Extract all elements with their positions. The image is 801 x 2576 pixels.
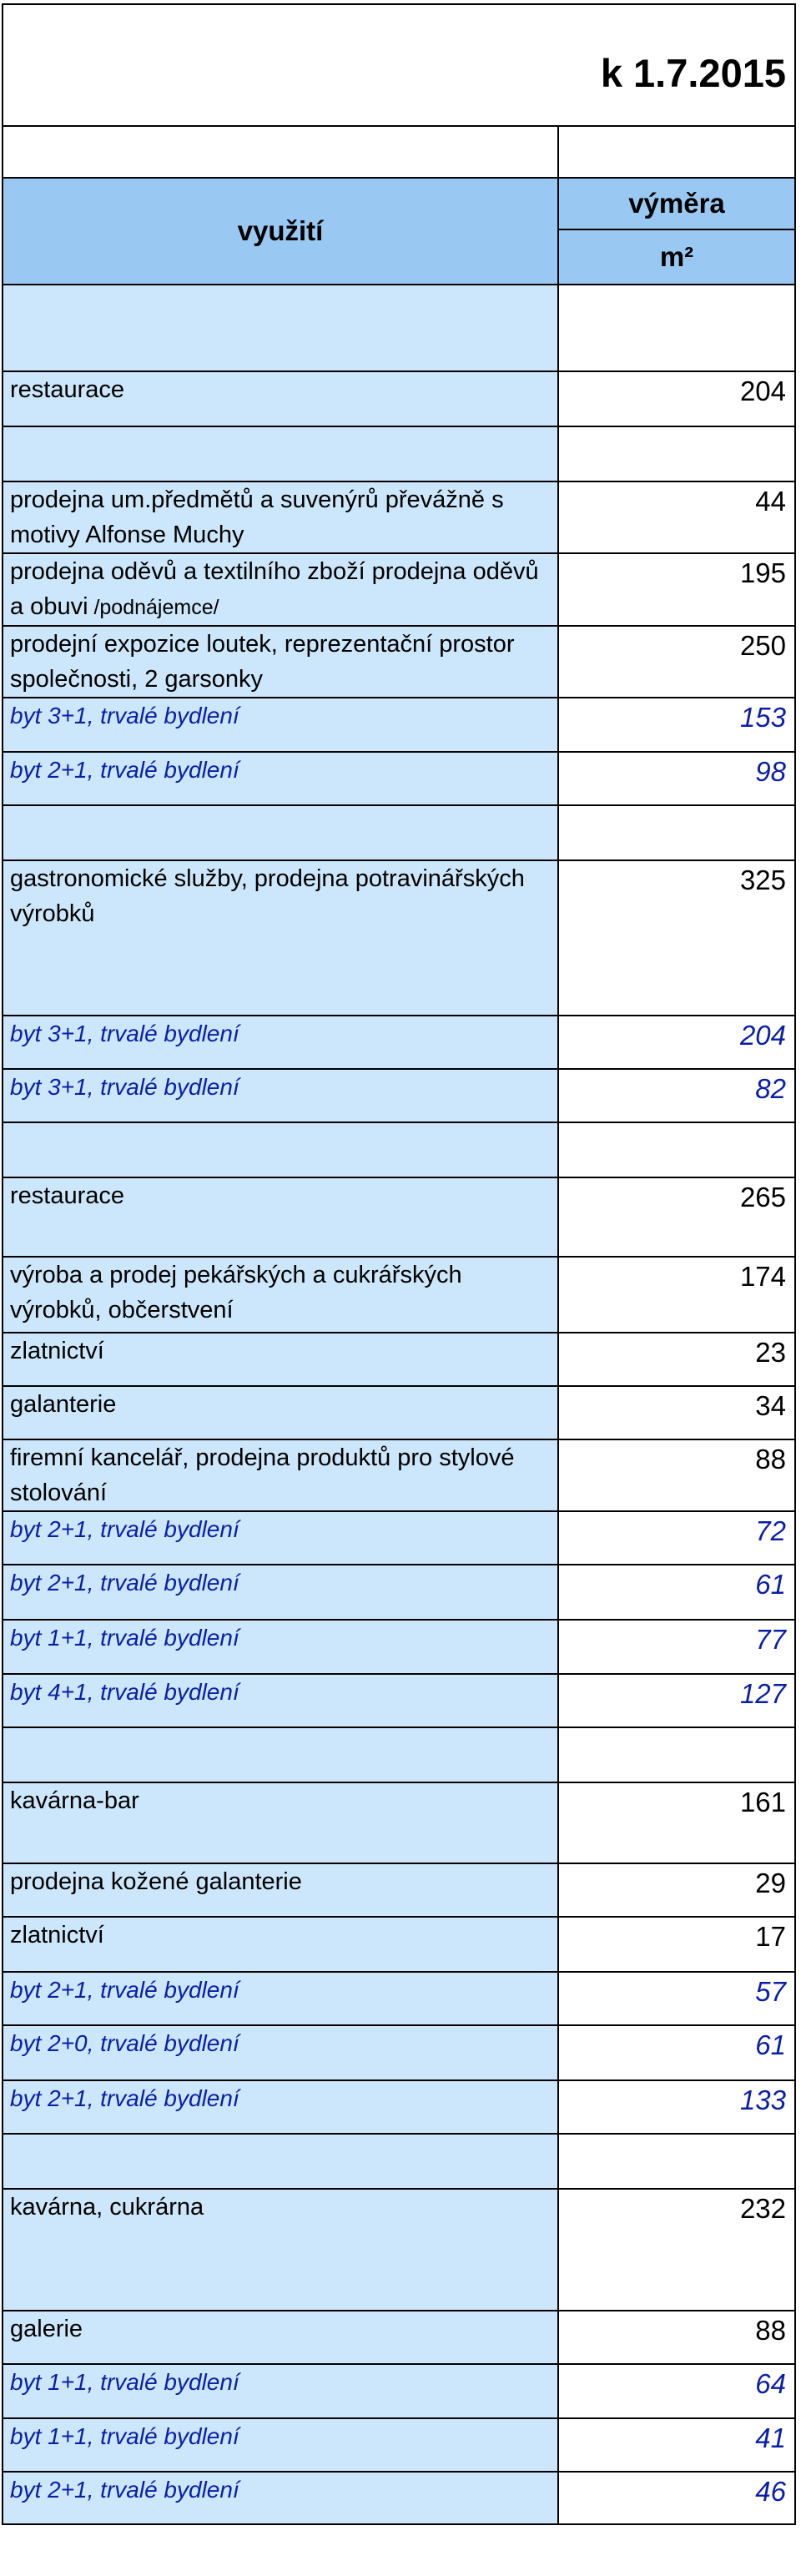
area-table <box>2 3 796 2525</box>
usage-row <box>3 2311 795 2364</box>
spacer-cell <box>558 285 795 371</box>
usage-label: galanterie <box>10 1391 117 1418</box>
area-value: 325 <box>558 860 795 1016</box>
usage-cell <box>3 2311 558 2364</box>
usage-cell <box>3 2189 558 2311</box>
usage-label: prodejna kožené galanterie <box>10 1868 302 1895</box>
area-value: 34 <box>558 1386 795 1439</box>
area-value: 204 <box>558 1016 795 1069</box>
usage-label: byt 2+1, trvalé bydlení <box>10 1977 239 2003</box>
area-value: 23 <box>558 1333 795 1386</box>
usage-label: byt 3+1, trvalé bydlení <box>10 703 239 728</box>
area-value: 46 <box>558 2472 795 2524</box>
area-value: 174 <box>558 1257 795 1333</box>
spacer-row <box>3 426 795 481</box>
spacer-row <box>3 1727 795 1782</box>
residential-row <box>3 2025 795 2080</box>
usage-header: využití <box>3 178 558 285</box>
area-value: 98 <box>558 752 795 805</box>
residential-row <box>3 1620 795 1674</box>
area-value: 44 <box>558 481 795 553</box>
area-value: 64 <box>558 2364 795 2418</box>
usage-label: prodejní expozice loutek, reprezentační prostor společnosti, 2 garsonky <box>10 631 515 693</box>
usage-row <box>3 1863 795 1917</box>
spacer-cell <box>3 805 558 860</box>
usage-label: byt 2+1, trvalé bydlení <box>10 2477 239 2503</box>
usage-label: byt 3+1, trvalé bydlení <box>10 1021 239 1046</box>
residential-row <box>3 2472 795 2524</box>
usage-cell <box>3 752 558 805</box>
spacer-row <box>3 805 795 860</box>
area-value: 88 <box>558 2311 795 2364</box>
title-row <box>3 4 795 126</box>
usage-cell <box>3 1972 558 2025</box>
usage-cell <box>3 626 558 698</box>
usage-cell <box>3 1674 558 1727</box>
usage-label: gastronomické služby, prodejna potravinářských výrobků <box>10 865 525 927</box>
usage-label: byt 1+1, trvalé bydlení <box>10 1625 239 1651</box>
area-value: 153 <box>558 698 795 752</box>
usage-label: byt 3+1, trvalé bydlení <box>10 1074 239 1100</box>
usage-label: byt 2+1, trvalé bydlení <box>10 2085 239 2111</box>
usage-row <box>3 553 795 626</box>
residential-row <box>3 1674 795 1727</box>
residential-row <box>3 1565 795 1620</box>
usage-row <box>3 2189 795 2311</box>
area-value: 82 <box>558 1069 795 1122</box>
area-value: 61 <box>558 1565 795 1620</box>
area-value: 127 <box>558 1674 795 1727</box>
residential-row <box>3 1016 795 1069</box>
spacer-cell <box>558 805 795 860</box>
usage-cell <box>3 1511 558 1565</box>
usage-row <box>3 1439 795 1511</box>
spacer-cell <box>3 1122 558 1177</box>
usage-cell <box>3 1177 558 1257</box>
header-row <box>3 178 795 229</box>
spacer-cell <box>3 2134 558 2189</box>
area-value: 161 <box>558 1782 795 1863</box>
spacer-row <box>3 1122 795 1177</box>
usage-cell <box>3 2418 558 2472</box>
spacer-cell <box>558 426 795 481</box>
usage-cell <box>3 1333 558 1386</box>
usage-label: restaurace <box>10 1182 125 1209</box>
title-gap-row <box>3 126 795 178</box>
usage-label: zlatnictví <box>10 1338 104 1364</box>
spacer-cell <box>558 1122 795 1177</box>
area-value: 72 <box>558 1511 795 1565</box>
residential-row <box>3 1972 795 2025</box>
area-unit-header: m² <box>558 229 795 285</box>
usage-cell <box>3 2364 558 2418</box>
area-value: 61 <box>558 2025 795 2080</box>
area-value: 57 <box>558 1972 795 2025</box>
usage-label: kavárna-bar <box>10 1787 139 1814</box>
area-value: 17 <box>558 1917 795 1972</box>
area-value: 41 <box>558 2418 795 2472</box>
spacer-row <box>3 2134 795 2189</box>
usage-row <box>3 626 795 698</box>
usage-row <box>3 1333 795 1386</box>
spacer-cell <box>558 2134 795 2189</box>
usage-cell <box>3 553 558 626</box>
title-spacer <box>3 4 558 126</box>
area-header: výměra <box>558 178 795 229</box>
usage-cell <box>3 2080 558 2134</box>
usage-label: prodejna oděvů a textilního zboží prodejna oděvů a obuvi <box>10 558 539 620</box>
spacer-cell <box>558 1727 795 1782</box>
usage-label: restaurace <box>10 376 125 403</box>
spacer-row <box>3 285 795 371</box>
area-value: 77 <box>558 1620 795 1674</box>
area-value: 250 <box>558 626 795 698</box>
usage-label: prodejna um.předmětů a suvenýrů převážně s motivy Alfonse Muchy <box>10 486 504 548</box>
usage-row <box>3 1177 795 1257</box>
area-value: 204 <box>558 371 795 426</box>
usage-label: byt 1+1, trvalé bydlení <box>10 2369 239 2395</box>
area-value: 133 <box>558 2080 795 2134</box>
usage-cell <box>3 1386 558 1439</box>
usage-cell <box>3 1257 558 1333</box>
residential-row <box>3 1511 795 1565</box>
usage-cell <box>3 2025 558 2080</box>
area-value: 29 <box>558 1863 795 1917</box>
usage-row <box>3 1386 795 1439</box>
residential-row <box>3 2364 795 2418</box>
usage-label: byt 2+0, trvalé bydlení <box>10 2030 239 2056</box>
area-value: 88 <box>558 1439 795 1511</box>
residential-row <box>3 1069 795 1122</box>
residential-row <box>3 2418 795 2472</box>
usage-label: byt 4+1, trvalé bydlení <box>10 1679 239 1705</box>
usage-cell <box>3 1439 558 1511</box>
spacer-cell <box>3 285 558 371</box>
residential-row <box>3 752 795 805</box>
area-value: 195 <box>558 553 795 626</box>
date-title: k 1.7.2015 <box>558 4 795 126</box>
usage-row <box>3 1257 795 1333</box>
usage-cell <box>3 1863 558 1917</box>
usage-cell <box>3 371 558 426</box>
usage-cell <box>3 1782 558 1863</box>
residential-row <box>3 2080 795 2134</box>
usage-label: firemní kancelář, prodejna produktů pro stylové stolování <box>10 1444 515 1506</box>
usage-row <box>3 371 795 426</box>
usage-cell <box>3 1069 558 1122</box>
usage-cell <box>3 860 558 1016</box>
usage-row <box>3 860 795 1016</box>
usage-cell <box>3 698 558 752</box>
residential-row <box>3 698 795 752</box>
usage-label: výroba a prodej pekářských a cukrářských výrobků, občerstvení <box>10 1262 462 1323</box>
usage-label: byt 1+1, trvalé bydlení <box>10 2423 239 2449</box>
usage-row <box>3 1917 795 1972</box>
usage-note: /podnájemce/ <box>88 596 219 619</box>
usage-row <box>3 1782 795 1863</box>
area-value: 265 <box>558 1177 795 1257</box>
usage-label: galerie <box>10 2316 83 2342</box>
usage-cell <box>3 481 558 553</box>
usage-cell <box>3 2472 558 2524</box>
usage-cell <box>3 1565 558 1620</box>
usage-row <box>3 481 795 553</box>
usage-label: byt 2+1, trvalé bydlení <box>10 1516 239 1542</box>
area-value: 232 <box>558 2189 795 2311</box>
usage-cell <box>3 1917 558 1972</box>
usage-cell <box>3 1620 558 1674</box>
usage-cell <box>3 1016 558 1069</box>
usage-label: byt 2+1, trvalé bydlení <box>10 1570 239 1596</box>
spacer-cell <box>3 1727 558 1782</box>
spacer-cell <box>3 426 558 481</box>
usage-label: byt 2+1, trvalé bydlení <box>10 757 239 783</box>
usage-label: zlatnictví <box>10 1922 104 1948</box>
usage-label: kavárna, cukrárna <box>10 2194 204 2221</box>
